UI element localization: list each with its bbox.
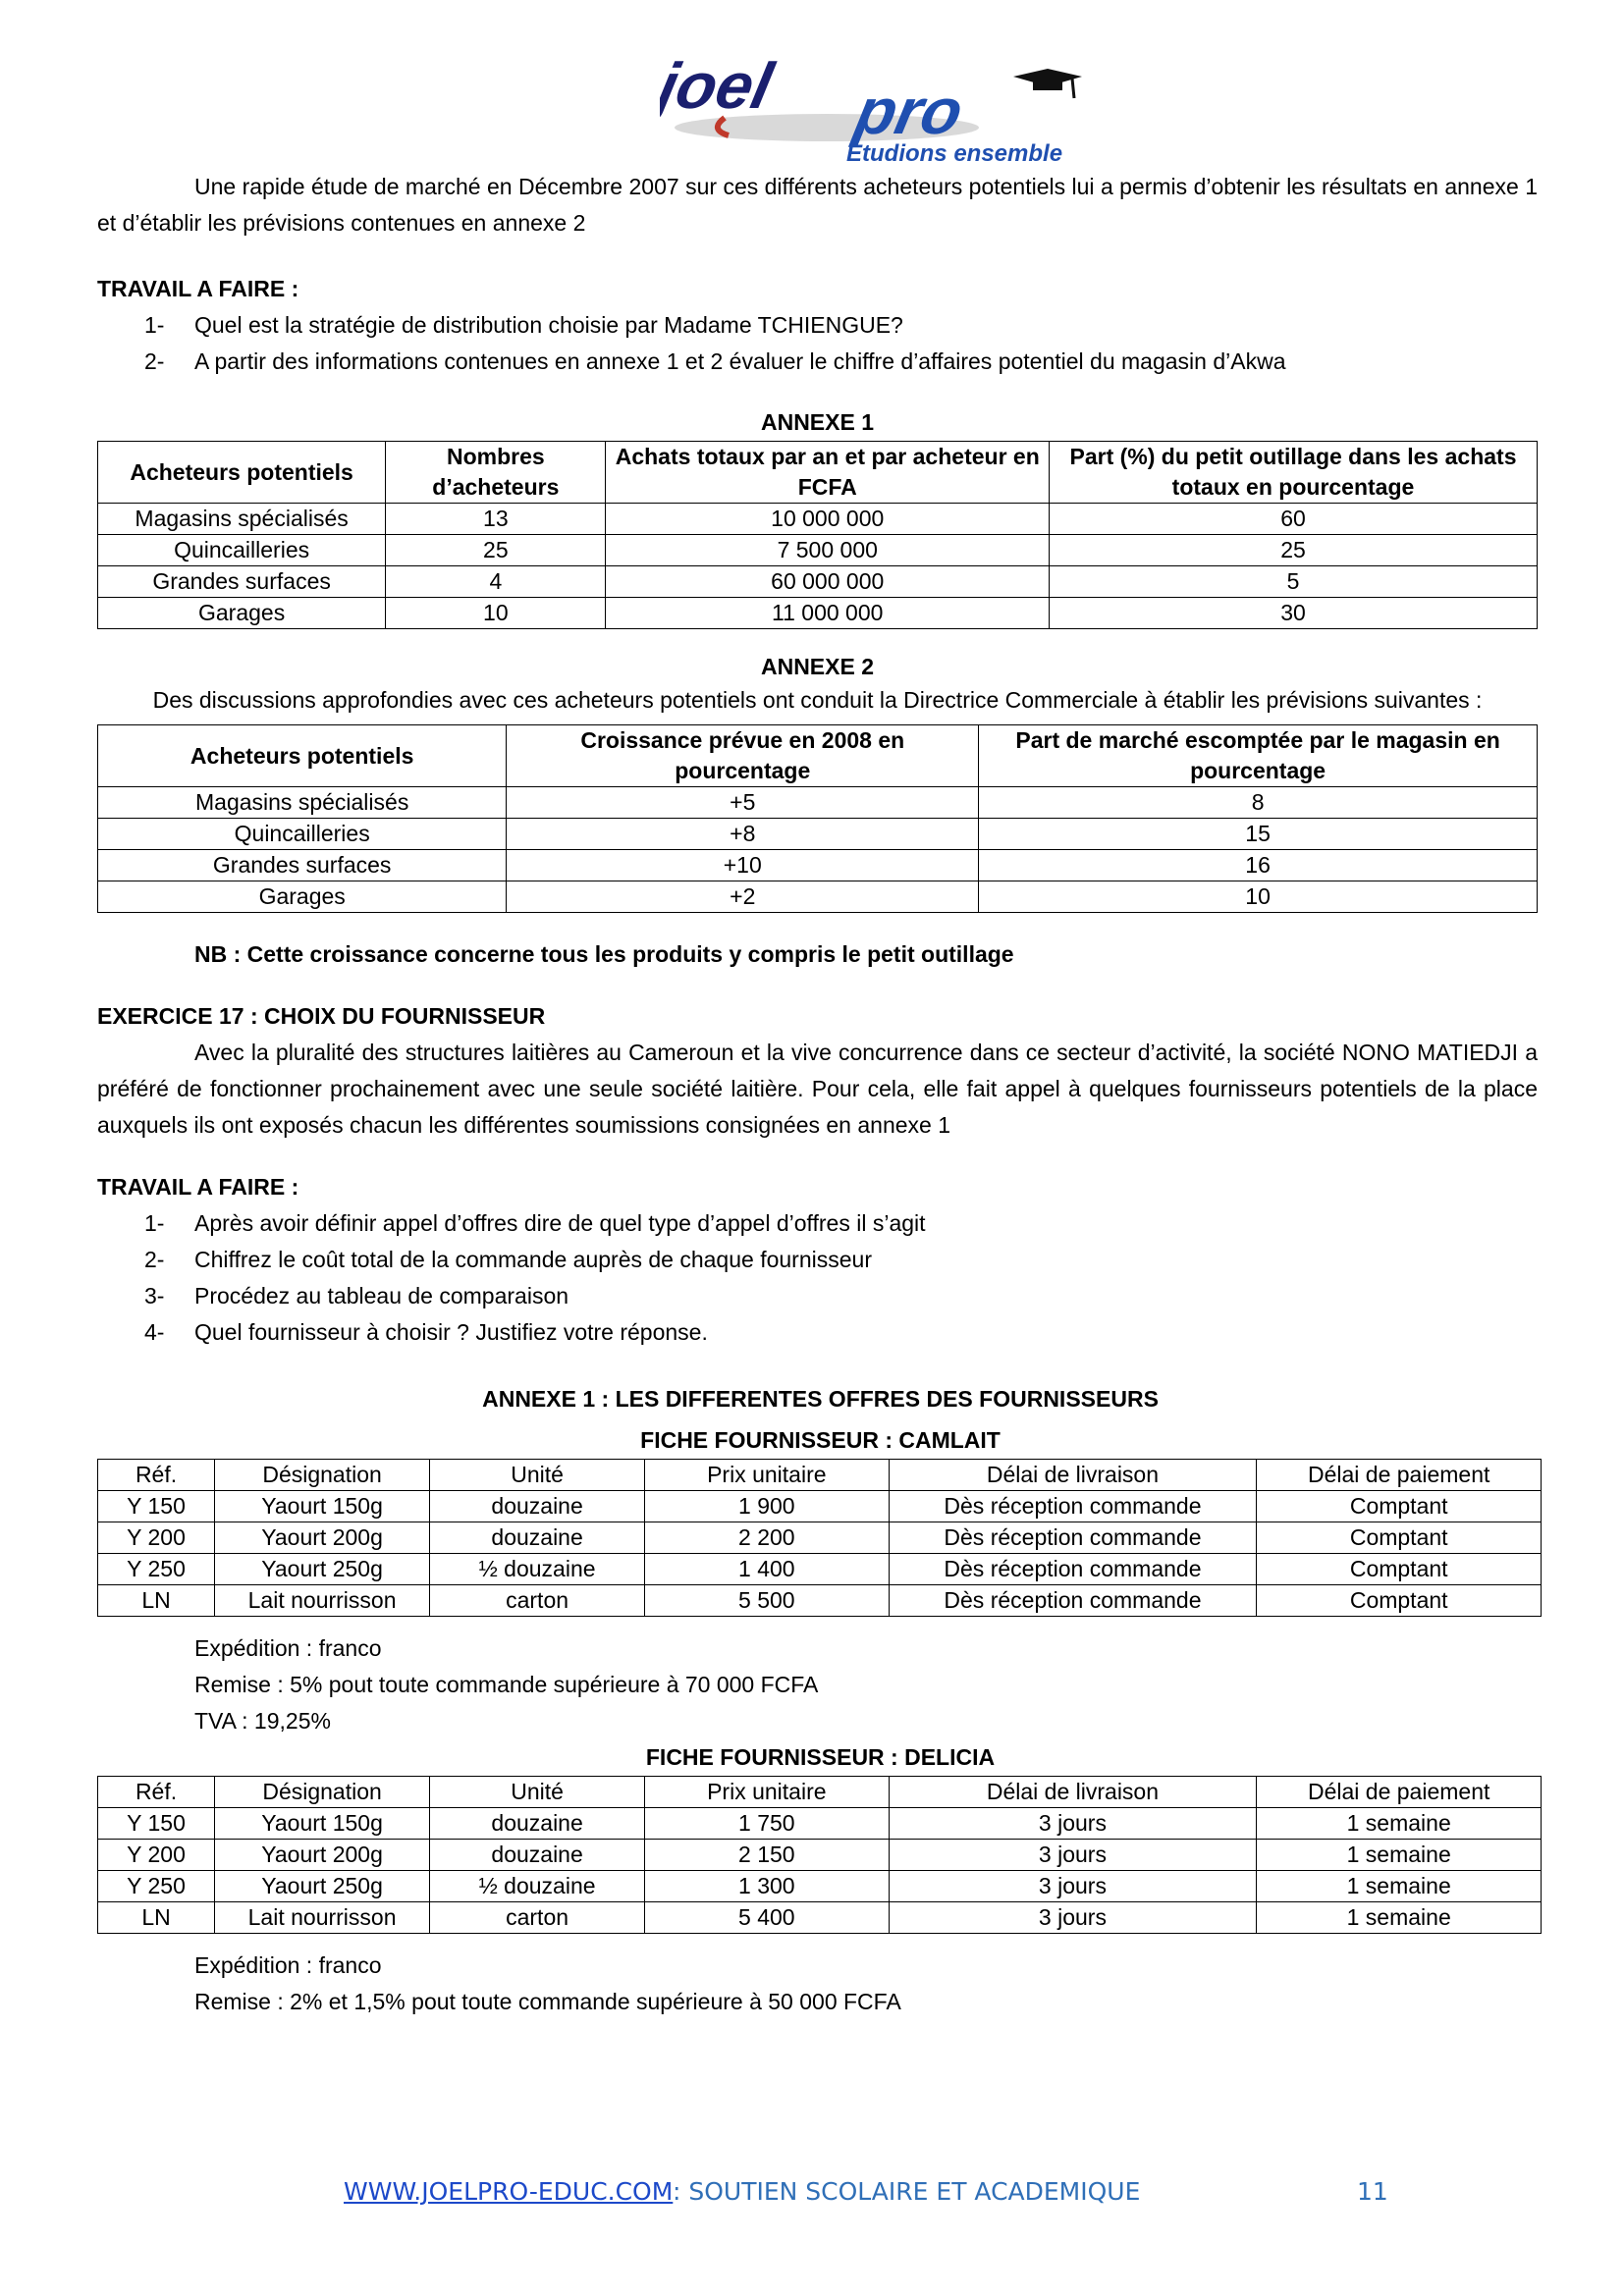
table-header-cell: Délai de paiement xyxy=(1257,1460,1542,1491)
table-cell: 7 500 000 xyxy=(606,535,1050,566)
table-cell: Comptant xyxy=(1257,1491,1542,1522)
table-row xyxy=(98,1585,1542,1617)
table-cell: 10 xyxy=(979,881,1538,913)
table-header-cell: Part (%) du petit outillage dans les achats totaux en pourcentage xyxy=(1050,442,1538,504)
camlait-title: FICHE FOURNISSEUR : CAMLAIT xyxy=(640,1427,1001,1453)
table-cell: +2 xyxy=(507,881,979,913)
table-cell: 1 semaine xyxy=(1257,1871,1542,1902)
list-item-text: Après avoir définir appel d’offres dire de quel type d’appel d’offres il s’agit xyxy=(194,1210,926,1236)
note-line: Expédition : franco xyxy=(194,1952,382,1978)
table-cell: Magasins spécialisés xyxy=(98,504,386,535)
table-header-cell: Croissance prévue en 2008 en pourcentage xyxy=(507,725,979,787)
table-cell: Dès réception commande xyxy=(889,1585,1257,1617)
annexe1-table xyxy=(97,441,1538,629)
list-item-number: 1- xyxy=(144,312,165,338)
table-cell: Quincailleries xyxy=(98,819,507,850)
table-header-cell: Achats totaux par an et par acheteur en FCFA xyxy=(606,442,1050,504)
note-line: TVA : 19,25% xyxy=(194,1708,331,1734)
list-item-number: 4- xyxy=(144,1319,165,1345)
table-cell: 11 000 000 xyxy=(606,598,1050,629)
table-cell: Y 250 xyxy=(98,1554,215,1585)
table-cell: +5 xyxy=(507,787,979,819)
table-cell: 10 xyxy=(386,598,606,629)
list-item xyxy=(144,344,1538,380)
table-cell: Grandes surfaces xyxy=(98,850,507,881)
table-cell: Yaourt 200g xyxy=(215,1840,430,1871)
table-header-row xyxy=(98,725,1538,787)
table-cell: Yaourt 150g xyxy=(215,1491,430,1522)
table-header-cell: Désignation xyxy=(215,1460,430,1491)
table-cell: Lait nourrisson xyxy=(215,1902,430,1934)
annexe2-subtitle: Des discussions approfondies avec ces acheteurs potentiels ont conduit la Directrice Commerciale à établir les prévisions suivantes : xyxy=(152,687,1483,713)
joelpro-logo xyxy=(660,47,1082,165)
table-header-cell: Acheteurs potentiels xyxy=(98,442,386,504)
table-cell: 1 semaine xyxy=(1257,1808,1542,1840)
exercice17-paragraph: Avec la pluralité des structures laitières au Cameroun et la vive concurrence dans ce secteur d’activité, la société NONO MATIEDJI a préféré de fonctionner prochainement avec une seule société laitière. Pour cela, elle fait appel à quelques fournisseurs potentiels de la place auxquels ils ont exposés chacun les différentes soumissions consignées en annexe 1 xyxy=(97,1040,1538,1138)
table-header-cell: Désignation xyxy=(215,1777,430,1808)
table-cell: Y 250 xyxy=(98,1871,215,1902)
travail-heading-2: TRAVAIL A FAIRE : xyxy=(97,1174,299,1200)
list-item-number: 2- xyxy=(144,348,165,374)
exercice17-heading: EXERCICE 17 : CHOIX DU FOURNISSEUR xyxy=(97,1003,546,1029)
table-header-cell: Délai de paiement xyxy=(1257,1777,1542,1808)
table-row xyxy=(98,881,1538,913)
list-item-number: 2- xyxy=(144,1247,165,1272)
table-cell: Dès réception commande xyxy=(889,1491,1257,1522)
list-item xyxy=(144,1242,1538,1278)
list-item-text: A partir des informations contenues en annexe 1 et 2 évaluer le chiffre d’affaires potentiel du magasin d’Akwa xyxy=(194,348,1286,374)
table-cell: 10 000 000 xyxy=(606,504,1050,535)
list-item-text: Procédez au tableau de comparaison xyxy=(194,1283,569,1308)
table-cell: douzaine xyxy=(430,1840,645,1871)
camlait-notes xyxy=(97,1630,1538,1739)
list-item-text: Quel est la stratégie de distribution choisie par Madame TCHIENGUE? xyxy=(194,312,903,338)
table-cell: Garages xyxy=(98,881,507,913)
table-row xyxy=(98,1522,1542,1554)
table-header-cell: Part de marché escomptée par le magasin en pourcentage xyxy=(979,725,1538,787)
table-cell: 3 jours xyxy=(889,1840,1257,1871)
table-cell: ½ douzaine xyxy=(430,1871,645,1902)
table-cell: 25 xyxy=(386,535,606,566)
table-row xyxy=(98,1491,1542,1522)
table-cell: Yaourt 250g xyxy=(215,1871,430,1902)
table-cell: Comptant xyxy=(1257,1585,1542,1617)
table-row xyxy=(98,1808,1542,1840)
table-cell: ½ douzaine xyxy=(430,1554,645,1585)
table-cell: 5 400 xyxy=(645,1902,889,1934)
list-item-number: 1- xyxy=(144,1210,165,1236)
table-cell: LN xyxy=(98,1585,215,1617)
table-cell: 2 200 xyxy=(645,1522,889,1554)
table-cell: douzaine xyxy=(430,1491,645,1522)
table-cell: Yaourt 150g xyxy=(215,1808,430,1840)
table-cell: 60 000 000 xyxy=(606,566,1050,598)
table-cell: +8 xyxy=(507,819,979,850)
table-header-row xyxy=(98,1460,1542,1491)
annexe2-nb: NB : Cette croissance concerne tous les produits y compris le petit outillage xyxy=(194,941,1014,967)
table-cell: Comptant xyxy=(1257,1522,1542,1554)
table-cell: 1 semaine xyxy=(1257,1840,1542,1871)
table-cell: 1 400 xyxy=(645,1554,889,1585)
table-row xyxy=(98,1840,1542,1871)
table-row xyxy=(98,1554,1542,1585)
table-cell: 2 150 xyxy=(645,1840,889,1871)
website-link[interactable]: WWW.JOELPRO-EDUC.COM xyxy=(344,2177,674,2206)
delicia-notes xyxy=(97,1948,1538,2020)
table-cell: 3 jours xyxy=(889,1871,1257,1902)
table-header-cell: Réf. xyxy=(98,1460,215,1491)
table-header-row xyxy=(98,1777,1542,1808)
list-item xyxy=(144,1205,1538,1242)
table-cell: Dès réception commande xyxy=(889,1522,1257,1554)
list-item-number: 3- xyxy=(144,1283,165,1308)
table-cell: Grandes surfaces xyxy=(98,566,386,598)
annexe2-title: ANNEXE 2 xyxy=(760,654,875,679)
travail-heading-1: TRAVAIL A FAIRE : xyxy=(97,276,299,301)
logo-tagline: Etudions ensemble xyxy=(846,140,1063,165)
table-header-cell: Unité xyxy=(430,1460,645,1491)
table-cell: Y 200 xyxy=(98,1522,215,1554)
table-row xyxy=(98,504,1538,535)
list-item-text: Chiffrez le coût total de la commande auprès de chaque fournisseur xyxy=(194,1247,872,1272)
table-header-cell: Réf. xyxy=(98,1777,215,1808)
table-cell: 25 xyxy=(1050,535,1538,566)
annexe2-table xyxy=(97,724,1538,913)
table-cell: Y 200 xyxy=(98,1840,215,1871)
table-cell: 30 xyxy=(1050,598,1538,629)
table-cell: +10 xyxy=(507,850,979,881)
table-cell: 60 xyxy=(1050,504,1538,535)
table-header-row xyxy=(98,442,1538,504)
table-header-cell: Acheteurs potentiels xyxy=(98,725,507,787)
offres-title: ANNEXE 1 : LES DIFFERENTES OFFRES DES FOURNISSEURS xyxy=(482,1386,1159,1412)
table-row xyxy=(98,1902,1542,1934)
logo-graphic xyxy=(660,47,1082,165)
table-cell: Quincailleries xyxy=(98,535,386,566)
table-row xyxy=(98,1871,1542,1902)
table-cell: douzaine xyxy=(430,1522,645,1554)
table-cell: Y 150 xyxy=(98,1808,215,1840)
table-cell: carton xyxy=(430,1585,645,1617)
table-cell: 5 500 xyxy=(645,1585,889,1617)
table-row xyxy=(98,535,1538,566)
camlait-table xyxy=(97,1459,1542,1617)
table-cell: Yaourt 250g xyxy=(215,1554,430,1585)
note-line: Remise : 2% et 1,5% pout toute commande supérieure à 50 000 FCFA xyxy=(194,1989,901,2014)
table-header-cell: Unité xyxy=(430,1777,645,1808)
table-header-cell: Prix unitaire xyxy=(645,1777,889,1808)
table-cell: douzaine xyxy=(430,1808,645,1840)
table-cell: 1 300 xyxy=(645,1871,889,1902)
table-cell: 1 semaine xyxy=(1257,1902,1542,1934)
table-cell: Lait nourrisson xyxy=(215,1585,430,1617)
table-row xyxy=(98,598,1538,629)
table-cell: Magasins spécialisés xyxy=(98,787,507,819)
table-cell: Y 150 xyxy=(98,1491,215,1522)
table-cell: Yaourt 200g xyxy=(215,1522,430,1554)
table-row xyxy=(98,819,1538,850)
logo-text-pro: pro xyxy=(849,76,970,148)
table-cell: 16 xyxy=(979,850,1538,881)
table-cell: 3 jours xyxy=(889,1902,1257,1934)
annexe1-title: ANNEXE 1 xyxy=(760,409,875,435)
table-row xyxy=(98,566,1538,598)
table-cell: 15 xyxy=(979,819,1538,850)
travail-list-2 xyxy=(97,1205,1538,1351)
table-header-cell: Délai de livraison xyxy=(889,1460,1257,1491)
table-cell: 8 xyxy=(979,787,1538,819)
table-row xyxy=(98,850,1538,881)
table-cell: 4 xyxy=(386,566,606,598)
table-cell: LN xyxy=(98,1902,215,1934)
table-cell: 13 xyxy=(386,504,606,535)
intro-paragraph: Une rapide étude de marché en Décembre 2007 sur ces différents acheteurs potentiels lui a permis d’obtenir les résultats en annexe 1 et d’établir les prévisions contenues en annexe 2 xyxy=(97,174,1538,236)
note-line: Remise : 5% pout toute commande supérieure à 70 000 FCFA xyxy=(194,1672,819,1697)
page-content xyxy=(97,169,1538,2020)
table-header-cell: Délai de livraison xyxy=(889,1777,1257,1808)
table-cell: carton xyxy=(430,1902,645,1934)
delicia-title: FICHE FOURNISSEUR : DELICIA xyxy=(645,1744,996,1770)
list-item xyxy=(144,1278,1538,1314)
table-cell: Comptant xyxy=(1257,1554,1542,1585)
table-header-cell: Prix unitaire xyxy=(645,1460,889,1491)
footer-tagline: : SOUTIEN SCOLAIRE ET ACADEMIQUE xyxy=(673,2177,1141,2206)
list-item xyxy=(144,1314,1538,1351)
table-cell: Dès réception commande xyxy=(889,1554,1257,1585)
note-line: Expédition : franco xyxy=(194,1635,382,1661)
travail-list-1 xyxy=(97,307,1538,380)
table-cell: 1 900 xyxy=(645,1491,889,1522)
delicia-table xyxy=(97,1776,1542,1934)
table-cell: 3 jours xyxy=(889,1808,1257,1840)
table-cell: 1 750 xyxy=(645,1808,889,1840)
logo-text-joel: joel xyxy=(660,50,779,123)
table-header-cell: Nombres d’acheteurs xyxy=(386,442,606,504)
table-row xyxy=(98,787,1538,819)
page-number: 11 xyxy=(1357,2177,1388,2206)
list-item-text: Quel fournisseur à choisir ? Justifiez votre réponse. xyxy=(194,1319,708,1345)
table-cell: Garages xyxy=(98,598,386,629)
table-cell: 5 xyxy=(1050,566,1538,598)
list-item xyxy=(144,307,1538,344)
